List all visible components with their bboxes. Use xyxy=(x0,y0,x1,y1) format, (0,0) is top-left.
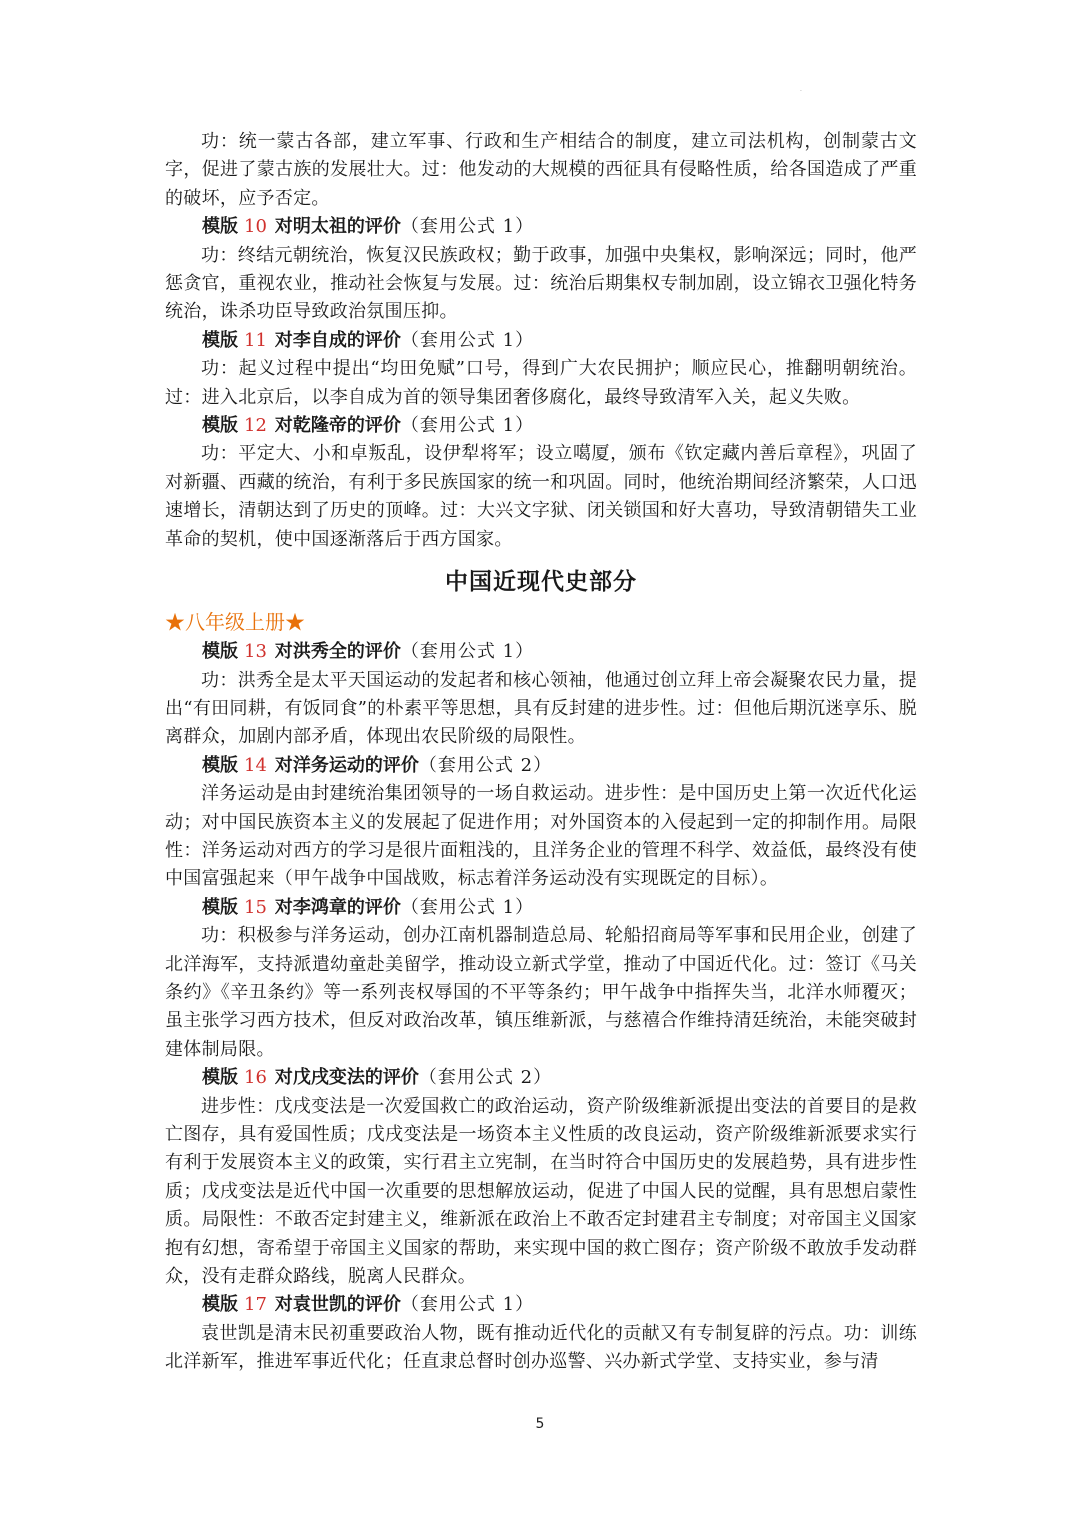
page-number: 5 xyxy=(535,1416,545,1432)
template-title: 对李自成的评价 xyxy=(274,329,401,351)
template-number: 15 xyxy=(244,896,267,918)
template-formula: （套用公式 2） xyxy=(418,1067,553,1089)
template-number: 16 xyxy=(244,1067,267,1089)
template-prefix: 模版 xyxy=(202,329,238,351)
template-title: 对李鸿章的评价 xyxy=(274,896,401,918)
template-title: 对洋务运动的评价 xyxy=(274,754,419,776)
body-paragraph: 功：终结元朝统治，恢复汉民族政权；勤于政事，加强中央集权，影响深远；同时，他严惩贪官，重视农业，推动社会恢复与发展。过：统治后期集权专制加剧，设立锦衣卫强化特务统治，诛杀功臣导致政治氛围压抑。 xyxy=(165,244,917,323)
template-prefix: 模版 xyxy=(202,1067,238,1089)
template-prefix: 模版 xyxy=(202,641,238,663)
page-content xyxy=(165,128,917,1377)
template-formula: （套用公式 1） xyxy=(400,641,535,663)
template-number: 14 xyxy=(244,754,267,776)
template-title: 对洪秀全的评价 xyxy=(274,641,401,663)
body-paragraph: 功：平定大、小和卓叛乱，设伊犁将军；设立噶厦，颁布《钦定藏内善后章程》，巩固了对新疆、西藏的统治，有利于多民族国家的统一和巩固。同时，他统治期间经济繁荣，人口迅速增长，清朝达到了历史的顶峰。过：大兴文字狱、闭关锁国和好大喜功，导致清朝错失工业革命的契机，使中国逐渐落后于西方国家。 xyxy=(165,443,917,550)
template-heading xyxy=(165,638,917,666)
template-formula: （套用公式 1） xyxy=(400,415,535,437)
template-heading xyxy=(165,1064,917,1092)
body-paragraph: 洋务运动是由封建统治集团领导的一场自救运动。进步性：是中国历史上第一次近代化运动；对中国民族资本主义的发展起了促进作用；对外国资本的入侵起到一定的抑制作用。局限性：洋务运动对西方的学习是很片面粗浅的，且洋务企业的管理不科学、效益低，最终没有使中国富强起来（甲午战争中国战败，标志着洋务运动没有实现既定的目标）。 xyxy=(165,783,917,890)
template-title: 对明太祖的评价 xyxy=(274,216,401,238)
template-heading xyxy=(165,412,917,440)
template-number: 13 xyxy=(244,641,267,663)
template-prefix: 模版 xyxy=(202,216,238,238)
template-title: 对戊戌变法的评价 xyxy=(274,1067,419,1089)
template-formula: （套用公式 1） xyxy=(400,896,535,918)
template-heading xyxy=(165,752,917,780)
template-prefix: 模版 xyxy=(202,1294,238,1316)
template-heading xyxy=(165,1291,917,1319)
body-paragraph: 功：统一蒙古各部，建立军事、行政和生产相结合的制度，建立司法机构，创制蒙古文字，促进了蒙古族的发展壮大。过：他发动的大规模的西征具有侵略性质，给各国造成了严重的破坏，应予否定。 xyxy=(165,131,917,209)
template-heading xyxy=(165,327,917,355)
template-title: 对袁世凯的评价 xyxy=(274,1294,401,1316)
template-heading xyxy=(165,213,917,241)
template-number: 11 xyxy=(244,329,267,351)
template-prefix: 模版 xyxy=(202,896,238,918)
grade-label: ★八年级上册★ xyxy=(165,610,305,635)
template-heading xyxy=(165,894,917,922)
template-formula: （套用公式 1） xyxy=(400,329,535,351)
template-number: 10 xyxy=(244,216,267,238)
template-prefix: 模版 xyxy=(202,415,238,437)
template-prefix: 模版 xyxy=(202,754,238,776)
body-paragraph: 进步性：戊戌变法是一次爱国救亡的政治运动，资产阶级维新派提出变法的首要目的是救亡图存，具有爱国性质；戊戌变法是一场资本主义性质的改良运动，资产阶级维新派要求实行有利于发展资本主义的政策，实行君主立宪制，在当时符合中国历史的发展趋势，具有进步性质；戊戌变法是近代中国一次重要的思想解放运动，促进了中国人民的觉醒，具有思想启蒙性质。局限性：不敢否定封建主义，维新派在政治上不敢否定封建君主专制度；对帝国主义国家抱有幻想，寄希望于帝国主义国家的帮助，来实现中国的救亡图存；资产阶级不敢放手发动群众，没有走群众路线，脱离人民群众。 xyxy=(165,1095,917,1288)
template-formula: （套用公式 2） xyxy=(418,754,553,776)
template-number: 17 xyxy=(244,1294,267,1316)
template-formula: （套用公式 1） xyxy=(400,1294,535,1316)
corner-mark: · xyxy=(800,88,802,95)
template-number: 12 xyxy=(244,415,267,437)
template-title: 对乾隆帝的评价 xyxy=(274,415,401,437)
body-paragraph: 功：洪秀全是太平天国运动的发起者和核心领袖，他通过创立拜上帝会凝聚农民力量，提出“有田同耕，有饭同食”的朴素平等思想，具有反封建的进步性。过：但他后期沉迷享乐、脱离群众，加剧内部矛盾，体现出农民阶级的局限性。 xyxy=(165,669,917,748)
body-paragraph: 功：起义过程中提出“均田免赋”口号，得到广大农民拥护；顺应民心，推翻明朝统治。过：进入北京后，以李自成为首的领导集团奢侈腐化，最终导致清军入关，起义失败。 xyxy=(165,358,917,408)
section-title: 中国近现代史部分 xyxy=(445,568,637,596)
body-paragraph: 袁世凯是清末民初重要政治人物，既有推动近代化的贡献又有专制复辟的污点。功：训练北洋新军，推进军事近代化；任直隶总督时创办巡警、兴办新式学堂、支持实业，参与清 xyxy=(165,1322,917,1373)
template-formula: （套用公式 1） xyxy=(400,216,535,238)
body-paragraph: 功：积极参与洋务运动，创办江南机器制造总局、轮船招商局等军事和民用企业，创建了北洋海军，支持派遣幼童赴美留学，推动设立新式学堂，推动了中国近代化。过：签订《马关条约》《辛丑条约》等一系列丧权辱国的不平等条约；甲午战争中指挥失当，北洋水师覆灭；虽主张学习西方技术，但反对政治改革，镇压维新派，与慈禧合作维持清廷统治，未能突破封建体制局限。 xyxy=(165,925,917,1060)
